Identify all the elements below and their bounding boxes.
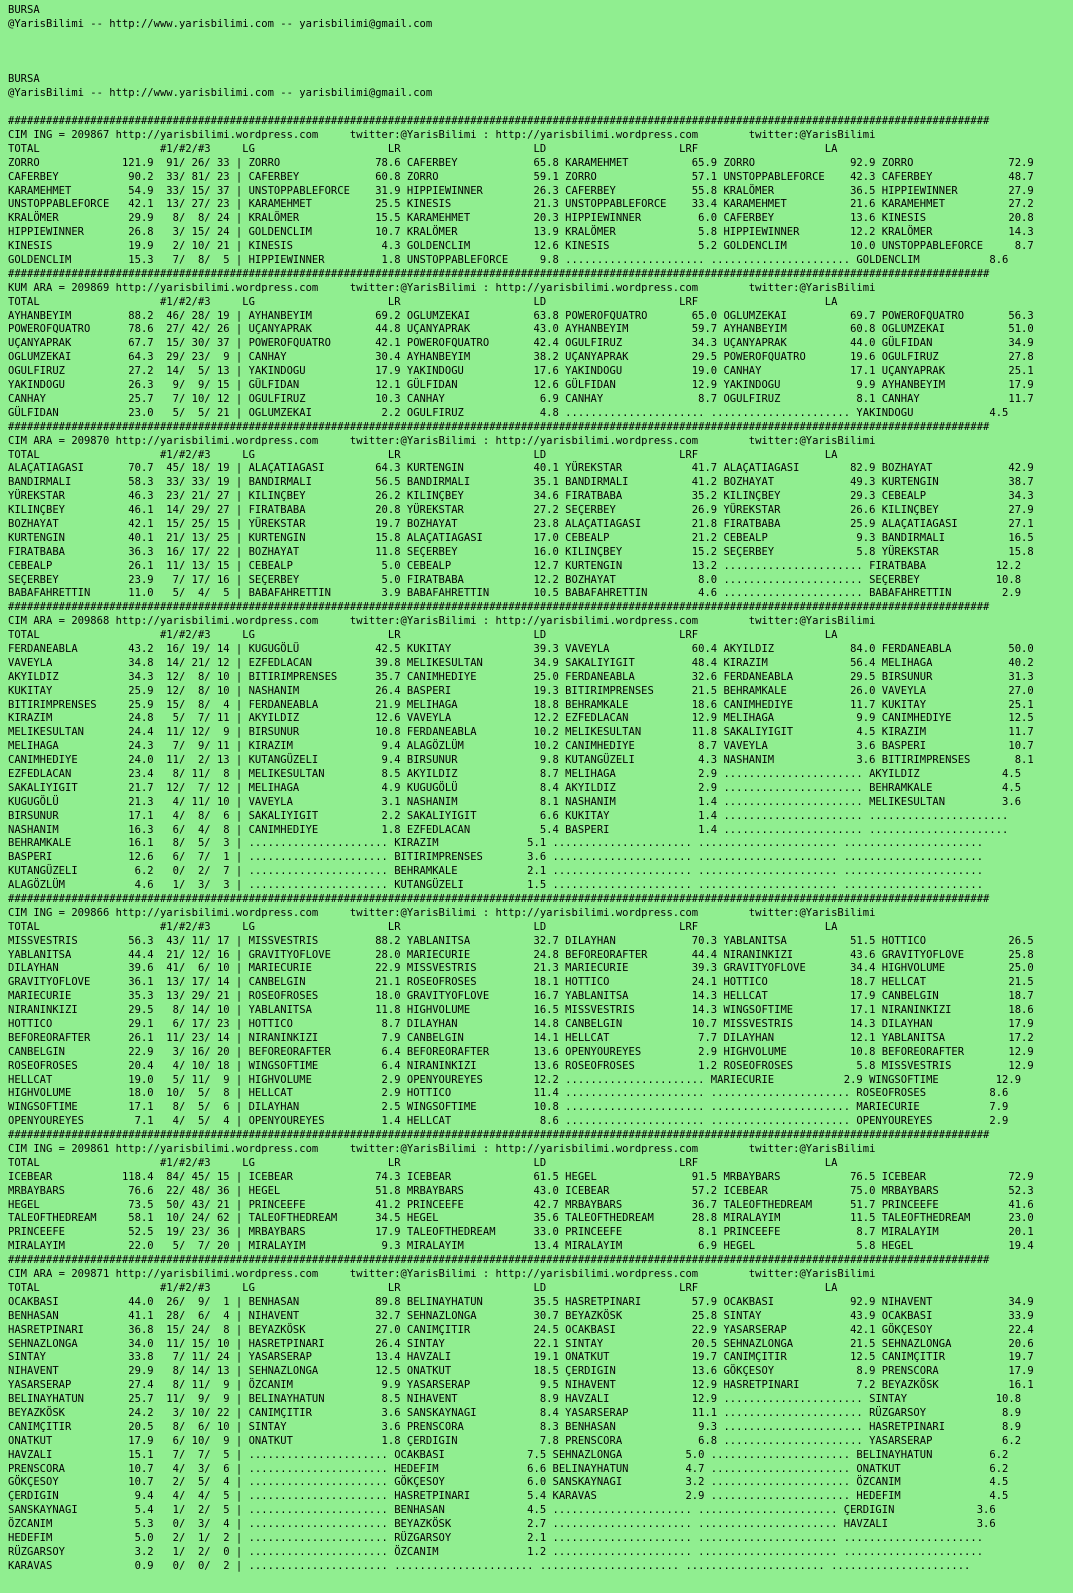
result-row: BITIRIMPRENSES 25.9 15/ 8/ 4 | FERDANEABLA 21.9 MELIHAGA 18.8 BEHRAMKALE 18.6 CANIMHEDIYE 11.7 KUKITAY 25.1 bbox=[8, 698, 1034, 711]
result-row: VAVEYLA 34.8 14/ 21/ 12 | EZFEDLACAN 39.8 MELIKESULTAN 34.9 SAKALIYIGIT 48.4 KIRAZIM 56.4 MELIHAGA 40.2 bbox=[8, 656, 1034, 669]
result-row: ÇERDIGIN 9.4 4/ 4/ 5 | ...................... HASRETPINARI 5.4 KARAVAS 2.9 ...................... HEDEFIM 4.5 bbox=[8, 1490, 1009, 1503]
result-row: KRALÖMER 29.9 8/ 8/ 24 | KRALÖMER 15.5 KARAMEHMET 20.3 HIPPIEWINNER 6.0 CAFERBEY 13.6 KINESIS 20.8 bbox=[8, 212, 1034, 225]
result-row: ALAÇATIAGASI 70.7 45/ 18/ 19 | ALAÇATIAGASI 64.3 KURTENGIN 40.1 YÜREKSTAR 41.7 ALAÇATIAGASI 82.9 BOZHAYAT 42.9 bbox=[8, 462, 1034, 475]
result-row: FERDANEABLA 43.2 16/ 19/ 14 | KUGUGÖLÜ 42.5 KUKITAY 39.3 VAVEYLA 60.4 AKYILDIZ 84.0 FERDANEABLA 50.0 bbox=[8, 642, 1034, 655]
page-header bbox=[8, 4, 1073, 115]
race-title-line: CIM ARA = 209870 http://yarisbilimi.wordpress.com twitter:@YarisBilimi : http://yarisbilimi.wordpress.com twitter:@YarisBilimi bbox=[8, 434, 876, 447]
separator-line: ########################################################################################################################################################### bbox=[8, 1254, 990, 1267]
result-row: OCAKBASI 44.0 26/ 9/ 1 | BENHASAN 89.8 BELINAYHATUN 35.5 HASRETPINARI 57.9 OCAKBASI 92.9 NIHAVENT 34.9 bbox=[8, 1295, 1034, 1308]
result-row: HEDEFIM 5.0 2/ 1/ 2 | ...................... RÜZGARSOY 2.1 ...................... ...................... ...................... bbox=[8, 1531, 984, 1544]
result-row: HIGHVOLUME 18.0 10/ 5/ 8 | HELLCAT 2.9 HOTTICO 11.4 ...................... ...................... ROSEOFROSES 8.6 bbox=[8, 1087, 1009, 1100]
header-line bbox=[8, 46, 1073, 60]
result-row: CANHAY 25.7 7/ 10/ 12 | OGULFIRUZ 10.3 CANHAY 6.9 CANHAY 8.7 OGULFIRUZ 8.1 CANHAY 11.7 bbox=[8, 392, 1034, 405]
header-line: BURSA bbox=[8, 73, 40, 86]
result-row: ALAGÖZLÜM 4.6 1/ 3/ 3 | ...................... KUTANGÜZELI 1.5 ...................... ...................... ...................... bbox=[8, 879, 984, 892]
result-row: BEYAZKÖSK 24.2 3/ 10/ 22 | CANIMÇITIR 3.6 SANSKAYNAGI 8.4 YASARSERAP 11.1 ...................... RÜZGARSOY 8.9 bbox=[8, 1406, 1022, 1419]
race-section-kum-ara-209869 bbox=[8, 268, 1073, 421]
result-row: OPENYOUREYES 7.1 4/ 5/ 4 | OPENYOUREYES 1.4 HELLCAT 8.6 ...................... ...................... OPENYOUREYES 2.9 bbox=[8, 1115, 1009, 1128]
result-row: ONATKUT 17.9 6/ 10/ 9 | ONATKUT 1.8 ÇERDIGIN 7.8 PRENSCORA 6.8 ...................... YASARSERAP 6.2 bbox=[8, 1434, 1022, 1447]
race-title-line: CIM ING = 209861 http://yarisbilimi.wordpress.com twitter:@YarisBilimi : http://yarisbilimi.wordpress.com twitter:@YarisBilimi bbox=[8, 1143, 876, 1156]
result-row: SINTAY 33.8 7/ 11/ 24 | YASARSERAP 13.4 HAVZALI 19.1 ONATKUT 19.7 CANIMÇITIR 12.5 CANIMÇITIR 19.7 bbox=[8, 1351, 1034, 1364]
result-row: NIHAVENT 29.9 8/ 14/ 13 | SEHNAZLONGA 12.5 ONATKUT 18.5 ÇERDIGIN 13.6 GÖKÇESOY 8.9 PRENSCORA 17.9 bbox=[8, 1365, 1034, 1378]
column-header-line: TOTAL #1/#2/#3 LG LR LD LRF LA bbox=[8, 920, 838, 933]
result-row: HASRETPINARI 36.8 15/ 24/ 8 | BEYAZKÖSK 27.0 CANIMÇITIR 24.5 OCAKBASI 22.9 YASARSERAP 42.1 GÖKÇESOY 22.4 bbox=[8, 1323, 1034, 1336]
result-row: KARAMEHMET 54.9 33/ 15/ 37 | UNSTOPPABLEFORCE 31.9 HIPPIEWINNER 26.3 CAFERBEY 55.8 KRALÖMER 36.5 HIPPIEWINNER 27.9 bbox=[8, 184, 1034, 197]
result-row: GOLDENCLIM 15.3 7/ 8/ 5 | HIPPIEWINNER 1.8 UNSTOPPABLEFORCE 9.8 ...................... ...................... GOLDENCLIM 8.6 bbox=[8, 254, 1009, 267]
race-section-cim-ing-209861 bbox=[8, 1129, 1073, 1254]
result-row: EZFEDLACAN 23.4 8/ 11/ 8 | MELIKESULTAN 8.5 AKYILDIZ 8.7 MELIHAGA 2.9 ...................... AKYILDIZ 4.5 bbox=[8, 767, 1022, 780]
result-row: KINESIS 19.9 2/ 10/ 21 | KINESIS 4.3 GOLDENCLIM 12.6 KINESIS 5.2 GOLDENCLIM 10.0 UNSTOPPABLEFORCE 8.7 bbox=[8, 240, 1034, 253]
result-row: AKYILDIZ 34.3 12/ 8/ 10 | BITIRIMPRENSES 35.7 CANIMHEDIYE 25.0 FERDANEABLA 32.6 FERDANEABLA 29.5 BIRSUNUR 31.3 bbox=[8, 670, 1034, 683]
race-section-cim-ing-209866 bbox=[8, 893, 1073, 1129]
column-header-line: TOTAL #1/#2/#3 LG LR LD LRF LA bbox=[8, 295, 838, 308]
result-row: PRINCEEFE 52.5 19/ 23/ 36 | MRBAYBARS 17.9 TALEOFTHEDREAM 33.0 PRINCEEFE 8.1 PRINCEEFE 8.7 MIRALAYIM 20.1 bbox=[8, 1226, 1034, 1239]
result-row: BEFOREORAFTER 26.1 11/ 23/ 14 | NIRANINKIZI 7.9 CANBELGIN 14.1 HELLCAT 7.7 DILAYHAN 12.1 YABLANITSA 17.2 bbox=[8, 1031, 1034, 1044]
race-title-line: KUM ARA = 209869 http://yarisbilimi.wordpress.com twitter:@YarisBilimi : http://yarisbilimi.wordpress.com twitter:@YarisBilimi bbox=[8, 281, 876, 294]
result-row: GÜLFIDAN 23.0 5/ 5/ 21 | OGLUMZEKAI 2.2 OGULFIRUZ 4.8 ...................... ...................... YAKINDOGU 4.5 bbox=[8, 406, 1009, 419]
column-header-line: TOTAL #1/#2/#3 LG LR LD LRF LA bbox=[8, 142, 838, 155]
result-row: SEHNAZLONGA 34.0 11/ 15/ 10 | HASRETPINARI 26.4 SINTAY 22.1 SINTAY 20.5 SEHNAZLONGA 21.5 SEHNAZLONGA 20.6 bbox=[8, 1337, 1034, 1350]
race-title-line: CIM ARA = 209871 http://yarisbilimi.wordpress.com twitter:@YarisBilimi : http://yarisbilimi.wordpress.com twitter:@YarisBilimi bbox=[8, 1268, 876, 1281]
result-row: FIRATBABA 36.3 16/ 17/ 22 | BOZHAYAT 11.8 SEÇERBEY 16.0 KILINÇBEY 15.2 SEÇERBEY 5.8 YÜREKSTAR 15.8 bbox=[8, 545, 1034, 558]
header-line: @YarisBilimi -- http://www.yarisbilimi.com -- yarisbilimi@gmail.com bbox=[8, 87, 433, 100]
result-row: RÜZGARSOY 3.2 1/ 2/ 0 | ...................... ÖZCANIM 1.2 ...................... ...................... ...................... bbox=[8, 1545, 984, 1558]
separator-line: ########################################################################################################################################################### bbox=[8, 267, 990, 280]
race-sections bbox=[8, 115, 1073, 1574]
column-header-line: TOTAL #1/#2/#3 LG LR LD LRF LA bbox=[8, 1281, 838, 1294]
result-row: AYHANBEYIM 88.2 46/ 28/ 19 | AYHANBEYIM 69.2 OGLUMZEKAI 63.8 POWEROFQUATRO 65.0 OGLUMZEKAI 69.7 POWEROFQUATRO 56.3 bbox=[8, 309, 1034, 322]
header-line: @YarisBilimi -- http://www.yarisbilimi.com -- yarisbilimi@gmail.com bbox=[8, 17, 433, 30]
result-row: TALEOFTHEDREAM 58.1 10/ 24/ 62 | TALEOFTHEDREAM 34.5 HEGEL 35.6 TALEOFTHEDREAM 28.8 MIRALAYIM 11.5 TALEOFTHEDREAM 23.0 bbox=[8, 1212, 1034, 1225]
separator-line: ########################################################################################################################################################### bbox=[8, 115, 990, 128]
result-row: UNSTOPPABLEFORCE 42.1 13/ 27/ 23 | KARAMEHMET 25.5 KINESIS 21.3 UNSTOPPABLEFORCE 33.4 KARAMEHMET 21.6 KARAMEHMET 27.2 bbox=[8, 198, 1034, 211]
result-row: HAVZALI 15.1 7/ 7/ 5 | ...................... OCAKBASI 7.5 SEHNAZLONGA 5.0 ...................... BELINAYHATUN 6.2 bbox=[8, 1448, 1009, 1461]
race-title-line: CIM ING = 209867 http://yarisbilimi.wordpress.com twitter:@YarisBilimi : http://yarisbilimi.wordpress.com twitter:@YarisBilimi bbox=[8, 129, 876, 142]
result-row: KILINÇBEY 46.1 14/ 29/ 27 | FIRATBABA 20.8 YÜREKSTAR 27.2 SEÇERBEY 26.9 YÜREKSTAR 26.6 KILINÇBEY 27.9 bbox=[8, 504, 1034, 517]
result-row: CANIMHEDIYE 24.0 11/ 2/ 13 | KUTANGÜZELI 9.4 BIRSUNUR 9.8 KUTANGÜZELI 4.3 NASHANIM 3.6 BITIRIMPRENSES 8.1 bbox=[8, 754, 1034, 767]
result-row: SANSKAYNAGI 5.4 1/ 2/ 5 | ...................... BENHASAN 4.5 ...................... ...................... ÇERDIGIN 3.6 bbox=[8, 1504, 996, 1517]
result-row: HELLCAT 19.0 5/ 11/ 9 | HIGHVOLUME 2.9 OPENYOUREYES 12.2 ...................... MARIECURIE 2.9 WINGSOFTIME 12.9 bbox=[8, 1073, 1022, 1086]
result-row: KUKITAY 25.9 12/ 8/ 10 | NASHANIM 26.4 BASPERI 19.3 BITIRIMPRENSES 21.5 BEHRAMKALE 26.0 VAVEYLA 27.0 bbox=[8, 684, 1034, 697]
result-row: BASPERI 12.6 6/ 7/ 1 | ...................... BITIRIMPRENSES 3.6 ...................... ...................... ...................... bbox=[8, 851, 984, 864]
result-row: CEBEALP 26.1 11/ 13/ 15 | CEBEALP 5.0 CEBEALP 12.7 KURTENGIN 13.2 ...................... FIRATBABA 12.2 bbox=[8, 559, 1022, 572]
result-row: CAFERBEY 90.2 33/ 81/ 23 | CAFERBEY 60.8 ZORRO 59.1 ZORRO 57.1 UNSTOPPABLEFORCE 42.3 CAFERBEY 48.7 bbox=[8, 170, 1034, 183]
result-row: OGULFIRUZ 27.2 14/ 5/ 13 | YAKINDOGU 17.9 YAKINDOGU 17.6 YAKINDOGU 19.0 CANHAY 17.1 UÇANYAPRAK 25.1 bbox=[8, 365, 1034, 378]
result-row: UÇANYAPRAK 67.7 15/ 30/ 37 | POWEROFQUATRO 42.1 POWEROFQUATRO 42.4 OGULFIRUZ 34.3 UÇANYAPRAK 44.0 GÜLFIDAN 34.9 bbox=[8, 337, 1034, 350]
result-row: YASARSERAP 27.4 8/ 11/ 9 | ÖZCANIM 9.9 YASARSERAP 9.5 NIHAVENT 12.9 HASRETPINARI 7.2 BEYAZKÖSK 16.1 bbox=[8, 1379, 1034, 1392]
result-row: ROSEOFROSES 20.4 4/ 10/ 18 | WINGSOFTIME 6.4 NIRANINKIZI 13.6 ROSEOFROSES 1.2 ROSEOFROSES 5.8 MISSVESTRIS 12.9 bbox=[8, 1059, 1034, 1072]
result-row: KIRAZIM 24.8 5/ 7/ 11 | AKYILDIZ 12.6 VAVEYLA 12.2 EZFEDLACAN 12.9 MELIHAGA 9.9 CANIMHEDIYE 12.5 bbox=[8, 712, 1034, 725]
result-row: BIRSUNUR 17.1 4/ 8/ 6 | SAKALIYIGIT 2.2 SAKALIYIGIT 6.6 KUKITAY 1.4 ...................... ...................... bbox=[8, 809, 1009, 822]
result-row: MELIKESULTAN 24.4 11/ 12/ 9 | BIRSUNUR 10.8 FERDANEABLA 10.2 MELIKESULTAN 11.8 SAKALIYIGIT 4.5 KIRAZIM 11.7 bbox=[8, 726, 1034, 739]
result-row: MRBAYBARS 76.6 22/ 48/ 36 | HEGEL 51.8 MRBAYBARS 43.0 ICEBEAR 57.2 ICEBEAR 75.0 MRBAYBARS 52.3 bbox=[8, 1184, 1034, 1197]
race-section-cim-ing-209867 bbox=[8, 115, 1073, 268]
race-section-cim-ara-209868 bbox=[8, 601, 1073, 893]
result-row: WINGSOFTIME 17.1 8/ 5/ 6 | DILAYHAN 2.5 WINGSOFTIME 10.8 ...................... ...................... MARIECURIE 7.9 bbox=[8, 1101, 1009, 1114]
race-section-cim-ara-209870 bbox=[8, 421, 1073, 602]
header-line bbox=[8, 32, 1073, 46]
result-row: BELINAYHATUN 25.7 11/ 9/ 9 | BELINAYHATUN 8.5 NIHAVENT 8.9 HAVZALI 12.9 ...................... SINTAY 10.8 bbox=[8, 1393, 1022, 1406]
column-header-line: TOTAL #1/#2/#3 LG LR LD LRF LA bbox=[8, 448, 838, 461]
result-row: ICEBEAR 118.4 84/ 45/ 15 | ICEBEAR 74.3 ICEBEAR 61.5 HEGEL 91.5 MRBAYBARS 76.5 ICEBEAR 72.9 bbox=[8, 1170, 1034, 1183]
result-row: DILAYHAN 39.6 41/ 6/ 10 | MARIECURIE 22.9 MISSVESTRIS 21.3 MARIECURIE 39.3 GRAVITYOFLOVE 34.4 HIGHVOLUME 25.0 bbox=[8, 962, 1034, 975]
result-row: KUTANGÜZELI 6.2 0/ 2/ 7 | ...................... BEHRAMKALE 2.1 ...................... ...................... ...................... bbox=[8, 865, 984, 878]
result-row: MARIECURIE 35.3 13/ 29/ 21 | ROSEOFROSES 18.0 GRAVITYOFLOVE 16.7 YABLANITSA 14.3 HELLCAT 17.9 CANBELGIN 18.7 bbox=[8, 990, 1034, 1003]
race-title-line: CIM ARA = 209868 http://yarisbilimi.wordpress.com twitter:@YarisBilimi : http://yarisbilimi.wordpress.com twitter:@YarisBilimi bbox=[8, 615, 876, 628]
result-row: BOZHAYAT 42.1 15/ 25/ 15 | YÜREKSTAR 19.7 BOZHAYAT 23.8 ALAÇATIAGASI 21.8 FIRATBABA 25.9 ALAÇATIAGASI 27.1 bbox=[8, 517, 1034, 530]
result-row: ÖZCANIM 5.3 0/ 3/ 4 | ...................... BEYAZKÖSK 2.7 ...................... ...................... HAVZALI 3.6 bbox=[8, 1518, 996, 1531]
result-row: HOTTICO 29.1 6/ 17/ 23 | HOTTICO 8.7 DILAYHAN 14.8 CANBELGIN 10.7 MISSVESTRIS 14.3 DILAYHAN 17.9 bbox=[8, 1018, 1034, 1031]
result-row: YAKINDOGU 26.3 9/ 9/ 15 | GÜLFIDAN 12.1 GÜLFIDAN 12.6 GÜLFIDAN 12.9 YAKINDOGU 9.9 AYHANBEYIM 17.9 bbox=[8, 379, 1034, 392]
result-row: OGLUMZEKAI 64.3 29/ 23/ 9 | CANHAY 30.4 AYHANBEYIM 38.2 UÇANYAPRAK 29.5 POWEROFQUATRO 19.6 OGULFIRUZ 27.8 bbox=[8, 351, 1034, 364]
result-row: GRAVITYOFLOVE 36.1 13/ 17/ 14 | CANBELGIN 21.1 ROSEOFROSES 18.1 HOTTICO 24.1 HOTTICO 18.7 HELLCAT 21.5 bbox=[8, 976, 1034, 989]
result-row: NASHANIM 16.3 6/ 4/ 8 | CANIMHEDIYE 1.8 EZFEDLACAN 5.4 BASPERI 1.4 ...................... ...................... bbox=[8, 823, 1009, 836]
result-row: HIPPIEWINNER 26.8 3/ 15/ 24 | GOLDENCLIM 10.7 KRALÖMER 13.9 KRALÖMER 5.8 HIPPIEWINNER 12.2 KRALÖMER 14.3 bbox=[8, 226, 1034, 239]
result-row: SAKALIYIGIT 21.7 12/ 7/ 12 | MELIHAGA 4.9 KUGUGÖLÜ 8.4 AKYILDIZ 2.9 ...................... BEHRAMKALE 4.5 bbox=[8, 781, 1022, 794]
result-row: GÖKÇESOY 10.7 2/ 5/ 4 | ...................... GÖKÇESOY 6.0 SANSKAYNAGI 3.2 ...................... ÖZCANIM 4.5 bbox=[8, 1476, 1009, 1489]
result-row: BEHRAMKALE 16.1 8/ 5/ 3 | ...................... KIRAZIM 5.1 ...................... ...................... ...................... bbox=[8, 837, 984, 850]
race-title-line: CIM ING = 209866 http://yarisbilimi.wordpress.com twitter:@YarisBilimi : http://yarisbilimi.wordpress.com twitter:@YarisBilimi bbox=[8, 906, 876, 919]
result-row: POWEROFQUATRO 78.6 27/ 42/ 26 | UÇANYAPRAK 44.8 UÇANYAPRAK 43.0 AYHANBEYIM 59.7 AYHANBEYIM 60.8 OGLUMZEKAI 51.0 bbox=[8, 323, 1034, 336]
separator-line: ########################################################################################################################################################### bbox=[8, 420, 990, 433]
result-row: CANBELGIN 22.9 3/ 16/ 20 | BEFOREORAFTER 6.4 BEFOREORAFTER 13.6 OPENYOUREYES 2.9 HIGHVOLUME 10.8 BEFOREORAFTER 12.9 bbox=[8, 1045, 1034, 1058]
result-row: MELIHAGA 24.3 7/ 9/ 11 | KIRAZIM 9.4 ALAGÖZLÜM 10.2 CANIMHEDIYE 8.7 VAVEYLA 3.6 BASPERI 10.7 bbox=[8, 740, 1034, 753]
header-line: BURSA bbox=[8, 4, 40, 16]
separator-line: ########################################################################################################################################################### bbox=[8, 1129, 990, 1142]
result-row: YÜREKSTAR 46.3 23/ 21/ 27 | KILINÇBEY 26.2 KILINÇBEY 34.6 FIRATBABA 35.2 KILINÇBEY 29.3 CEBEALP 34.3 bbox=[8, 490, 1034, 503]
result-row: PRENSCORA 10.7 4/ 3/ 6 | ...................... HEDEFIM 6.6 BELINAYHATUN 4.7 ...................... ONATKUT 6.2 bbox=[8, 1462, 1009, 1475]
result-row: KUGUGÖLÜ 21.3 4/ 11/ 10 | VAVEYLA 3.1 NASHANIM 8.1 NASHANIM 1.4 ...................... MELIKESULTAN 3.6 bbox=[8, 795, 1022, 808]
separator-line: ########################################################################################################################################################### bbox=[8, 893, 990, 905]
result-row: MIRALAYIM 22.0 5/ 7/ 20 | MIRALAYIM 9.3 MIRALAYIM 13.4 MIRALAYIM 6.9 HEGEL 5.8 HEGEL 19.4 bbox=[8, 1240, 1034, 1253]
result-row: HEGEL 73.5 50/ 43/ 21 | PRINCEEFE 41.2 PRINCEEFE 42.7 MRBAYBARS 36.7 TALEOFTHEDREAM 51.7 PRINCEEFE 41.6 bbox=[8, 1198, 1034, 1211]
result-row: CANIMÇITIR 20.5 8/ 6/ 10 | SINTAY 3.6 PRENSCORA 8.3 BENHASAN 9.3 ...................... HASRETPINARI 8.9 bbox=[8, 1420, 1022, 1433]
result-row: KARAVAS 0.9 0/ 0/ 2 | ...................... ...................... ...................... ...................... ...................... bbox=[8, 1559, 971, 1572]
result-row: YABLANITSA 44.4 21/ 12/ 16 | GRAVITYOFLOVE 28.0 MARIECURIE 24.8 BEFOREORAFTER 44.4 NIRANINKIZI 43.6 GRAVITYOFLOVE 25.8 bbox=[8, 948, 1034, 961]
separator-line: ########################################################################################################################################################### bbox=[8, 601, 990, 614]
header-line bbox=[8, 60, 1073, 74]
column-header-line: TOTAL #1/#2/#3 LG LR LD LRF LA bbox=[8, 1156, 838, 1169]
result-row: KURTENGIN 40.1 21/ 13/ 25 | KURTENGIN 15.8 ALAÇATIAGASI 17.0 CEBEALP 21.2 CEBEALP 9.3 BANDIRMALI 16.5 bbox=[8, 531, 1034, 544]
result-row: NIRANINKIZI 29.5 8/ 14/ 10 | YABLANITSA 11.8 HIGHVOLUME 16.5 MISSVESTRIS 14.3 WINGSOFTIME 17.1 NIRANINKIZI 18.6 bbox=[8, 1004, 1034, 1017]
result-row: SEÇERBEY 23.9 7/ 17/ 16 | SEÇERBEY 5.0 FIRATBABA 12.2 BOZHAYAT 8.0 ...................... SEÇERBEY 10.8 bbox=[8, 573, 1022, 586]
race-section-cim-ara-209871 bbox=[8, 1254, 1073, 1573]
result-row: MISSVESTRIS 56.3 43/ 11/ 17 | MISSVESTRIS 88.2 YABLANITSA 32.7 DILAYHAN 70.3 YABLANITSA 51.5 HOTTICO 26.5 bbox=[8, 934, 1034, 947]
result-row: BABAFAHRETTIN 11.0 5/ 4/ 5 | BABAFAHRETTIN 3.9 BABAFAHRETTIN 10.5 BABAFAHRETTIN 4.6 ...................... BABAFAHRETTIN 2.9 bbox=[8, 587, 1022, 600]
result-row: BENHASAN 41.1 28/ 6/ 4 | NIHAVENT 32.7 SEHNAZLONGA 30.7 BEYAZKÖSK 25.8 SINTAY 43.9 OCAKBASI 33.9 bbox=[8, 1309, 1034, 1322]
result-row: ZORRO 121.9 91/ 26/ 33 | ZORRO 78.6 CAFERBEY 65.8 KARAMEHMET 65.9 ZORRO 92.9 ZORRO 72.9 bbox=[8, 156, 1034, 169]
result-row: BANDIRMALI 58.3 33/ 33/ 19 | BANDIRMALI 56.5 BANDIRMALI 35.1 BANDIRMALI 41.2 BOZHAYAT 49.3 KURTENGIN 38.7 bbox=[8, 476, 1034, 489]
header-line bbox=[8, 101, 1073, 115]
column-header-line: TOTAL #1/#2/#3 LG LR LD LRF LA bbox=[8, 629, 838, 642]
